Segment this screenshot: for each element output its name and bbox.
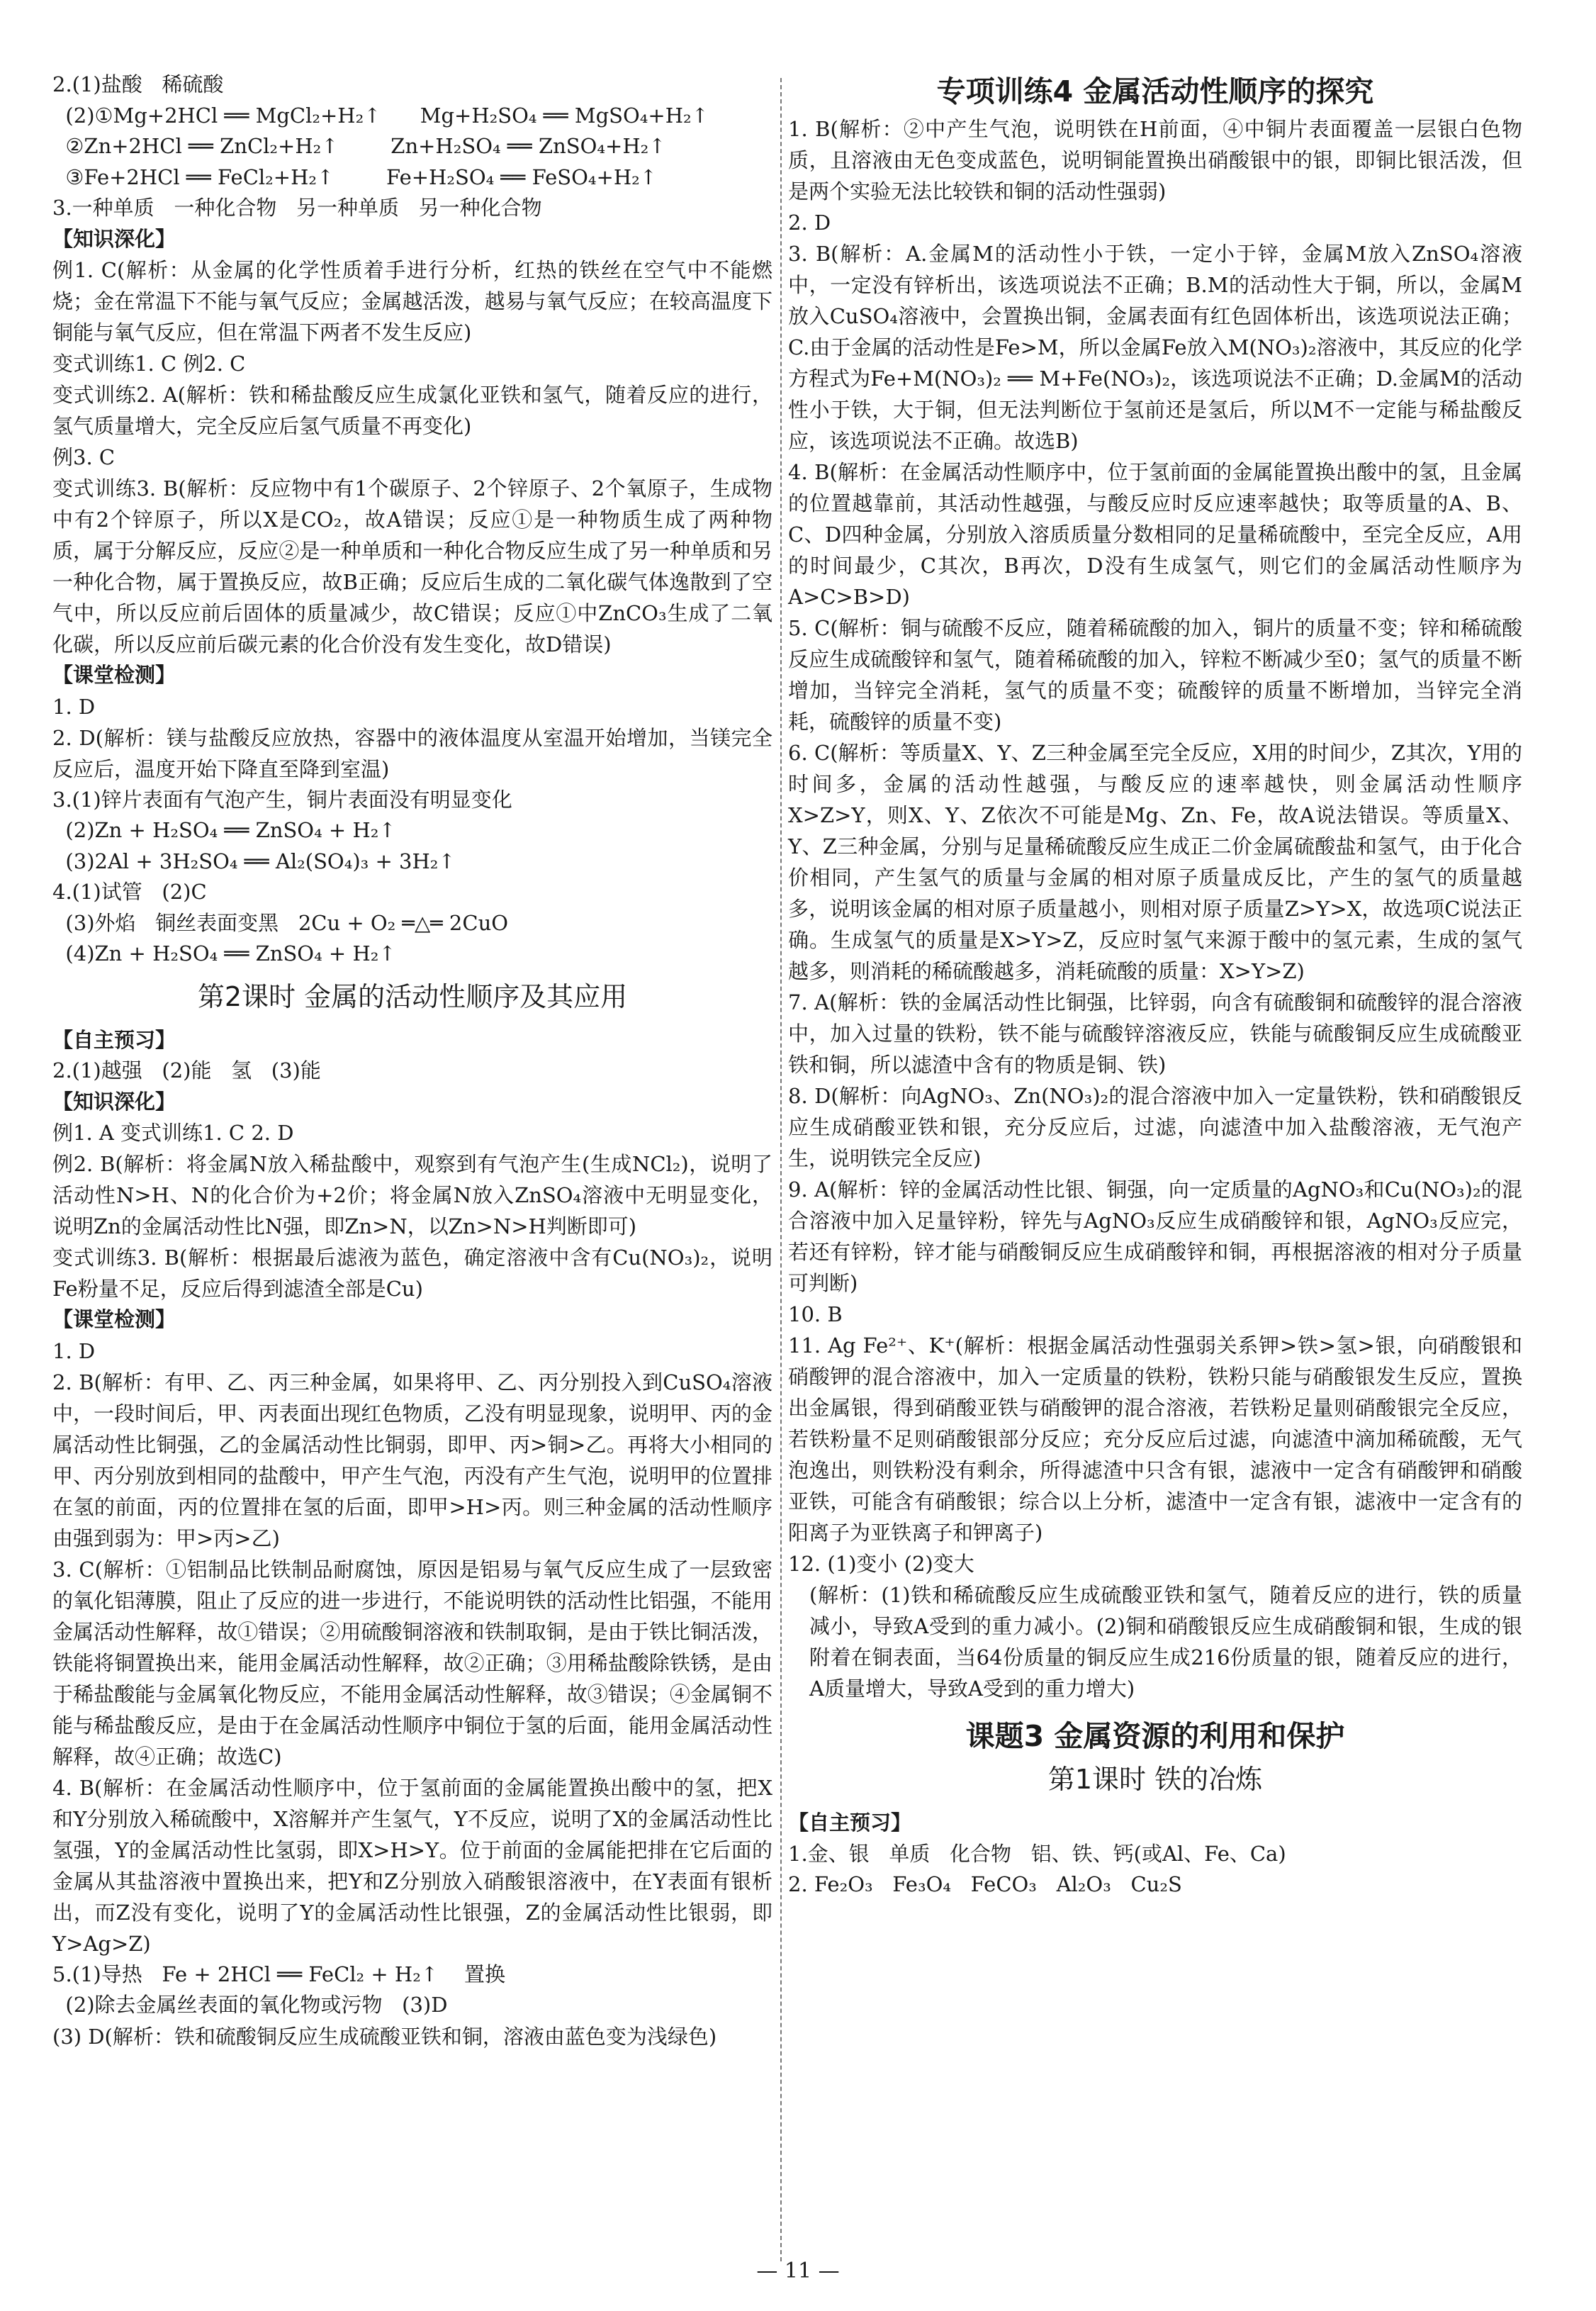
- answer-paragraph: 4. B(解析：在金属活动性顺序中，位于氢前面的金属能置换出酸中的氢，把X和Y分别放入稀硫酸中，X溶解并产生氢气，Y不反应，说明了X的金属活动性比氢强，Y的金属活动性比氢弱，即X>H>Y。位于前面的金属能把排在它后面的金属从其盐溶液中置换出来，把Y和Z分别放入硝酸银溶液中，在Y表面有银析出，而Z没有变化，说明了Y的金属活动性比银强，Z的金属活动性比银弱，即Y>Ag>Z): [52, 1775, 772, 1956]
- answer-paragraph: 1. B(解析：②中产生气泡，说明铁在H前面，④中铜片表面覆盖一层银白色物质，且溶液由无色变成蓝色，说明铜能置换出硝酸银中的银，即铜比银活泼，但是两个实验无法比较铁和铜的活动性强弱): [788, 117, 1522, 203]
- answer-paragraph: 例3. C: [52, 445, 116, 469]
- answer-paragraph: 1. D: [52, 1338, 96, 1363]
- answer-line: ③Fe+2HCl ══ FeCl₂+H₂↑ Fe+H₂SO₄ ══ FeSO₄+H₂↑: [52, 164, 658, 189]
- answer-line: 1.金、银 单质 化合物 铝、铁、钙(或Al、Fe、Ca): [788, 1841, 1286, 1866]
- section-heading: 【知识深化】: [52, 226, 176, 251]
- answer-paragraph: (解析：(1)铁和稀硫酸反应生成硫酸亚铁和氢气，随着反应的进行，铁的质量减小，导致A受到的重力减小。(2)铜和硝酸银反应生成硝酸铜和银，生成的银附着在铜表面，当64份质量的铜反应生成216份质量的银，随着反应的进行，A质量增大，导致A受到的重力增大): [809, 1583, 1522, 1701]
- answer-line: 5.(1)导热 Fe + 2HCl ══ FeCl₂ + H₂↑ 置换: [52, 1962, 506, 1986]
- answer-paragraph: 变式训练1. C 例2. C: [52, 352, 246, 376]
- answer-paragraph: 2. D: [788, 211, 831, 235]
- answer-paragraph: 1. D: [52, 694, 96, 719]
- page-number: — 11 —: [756, 2259, 840, 2283]
- answer-paragraph: 5. C(解析：铜与硫酸不反应，随着稀硫酸的加入，铜片的质量不变；锌和稀硫酸反应生成硫酸锌和氢气，随着稀硫酸的加入，锌粒不断减少至0；氢气的质量不断增加，当锌完全消耗，氢气的质量不变；硫酸锌的质量不断增加，当锌完全消耗，硫酸锌的质量不变): [788, 616, 1522, 734]
- answer-paragraph: 例1. A 变式训练1. C 2. D: [52, 1121, 294, 1145]
- section-heading: 【课堂检测】: [52, 1307, 176, 1331]
- section-heading: 【课堂检测】: [52, 663, 176, 687]
- answer-line: 2. Fe₂O₃ Fe₃O₄ FeCO₃ Al₂O₃ Cu₂S: [788, 1872, 1182, 1896]
- answer-line: 2.(1)越强 (2)能 氢 (3)能: [52, 1058, 321, 1082]
- topic-title: 专项训练4 金属活动性顺序的探究: [936, 74, 1374, 108]
- right-column: [788, 69, 1522, 1901]
- lesson-title: 第1课时 铁的冶炼: [1047, 1764, 1263, 1795]
- answer-paragraph: 8. D(解析：向AgNO₃、Zn(NO₃)₂的混合溶液中加入一定量铁粉，铁和硝酸银反应生成硝酸亚铁和银，充分反应后，过滤，向滤渣中加入盐酸溶液，无气泡产生，说明铁完全反应): [788, 1084, 1522, 1170]
- answer-line: (2)Zn + H₂SO₄ ══ ZnSO₄ + H₂↑: [52, 818, 396, 842]
- answer-paragraph: (3) D(解析：铁和硫酸铜反应生成硫酸亚铁和铜，溶液由蓝色变为浅绿色): [52, 2024, 717, 2049]
- answer-line: 3.一种单质 一种化合物 另一种单质 另一种化合物: [52, 196, 542, 220]
- unit-title: 课题3 金属资源的利用和保护: [965, 1719, 1345, 1753]
- answer-paragraph: 12. (1)变小 (2)变大: [788, 1552, 974, 1576]
- lesson-title: 第2课时 金属的活动性顺序及其应用: [197, 980, 628, 1012]
- answer-paragraph: 3. C(解析：①铝制品比铁制品耐腐蚀，原因是铝易与氧气反应生成了一层致密的氧化铝薄膜，阻止了反应的进一步进行，不能说明铁的活动性比铝强，不能用金属活动性解释，故①错误；②用硫酸铜溶液和铁制取铜，是由于铁比铜活泼，铁能将铜置换出来，能用金属活动性解释，故②正确；③用稀盐酸除铁锈，是由于稀盐酸能与金属氧化物反应，不能用金属活动性解释，故③错误；④金属铜不能与稀盐酸反应，是由于在金属活动性顺序中铜位于氢的后面，能用金属活动性解释，故④正确；故选C): [52, 1557, 772, 1769]
- answer-paragraph: 9. A(解析：锌的金属活动性比银、铜强，向一定质量的AgNO₃和Cu(NO₃)₂的混合溶液中加入足量锌粉，锌先与AgNO₃反应生成硝酸锌和银，AgNO₃反应完，若还有锌粉，锌才能与硝酸铜反应生成硝酸锌和铜，再根据溶液的相对分子质量可判断): [788, 1177, 1522, 1295]
- answer-paragraph: 2. D(解析：镁与盐酸反应放热，容器中的液体温度从室温开始增加，当镁完全反应后，温度开始下降直至降到室温): [52, 725, 772, 781]
- answer-paragraph: 变式训练2. A(解析：铁和稀盐酸反应生成氯化亚铁和氢气，随着反应的进行，氢气质量增大，完全反应后氢气质量不再变化): [52, 383, 772, 438]
- answer-line: (2)除去金属丝表面的氧化物或污物 (3)D: [52, 1993, 448, 2017]
- answer-paragraph: 3. B(解析：A.金属M的活动性小于铁，一定小于锌，金属M放入ZnSO₄溶液中，一定没有锌析出，该选项说法不正确；B.M的活动性大于铜，所以，金属M放入CuSO₄溶液中，会置换出铜，金属表面有红色固体析出，该选项说法正确；C.由于金属的活动性是Fe>M，所以金属Fe放入M(NO₃)₂溶液中，其反应的化学方程式为Fe+M(NO₃)₂ ══ M+Fe(NO₃)₂，该选项说法不正确；D.金属M的活动性小于铁，大于铜，但无法判断位于氢前还是氢后，所以M不一定能与稀盐酸反应，该选项说法不正确。故选B): [788, 242, 1522, 453]
- answer-paragraph: 例1. C(解析：从金属的化学性质着手进行分析，红热的铁丝在空气中不能燃烧；金在常温下不能与氧气反应；金属越活泼，越易与氧气反应；在较高温度下铜能与氧气反应，但在常温下两者不发生反应): [52, 258, 772, 345]
- section-heading: 【自主预习】: [52, 1027, 176, 1052]
- answer-line: (4)Zn + H₂SO₄ ══ ZnSO₄ + H₂↑: [52, 941, 396, 966]
- answer-paragraph: 4. B(解析：在金属活动性顺序中，位于氢前面的金属能置换出酸中的氢，且金属的位置越靠前，其活动性越强，与酸反应时反应速率越快；取等质量的A、B、C、D四种金属，分别放入溶质质量分数相同的足量稀硫酸中，至完全反应，A用的时间最少，C其次，B再次，D没有生成氢气，则它们的金属活动性顺序为A>C>B>D): [788, 460, 1522, 609]
- answer-line: 3.(1)锌片表面有气泡产生，铜片表面没有明显变化: [52, 787, 512, 812]
- answer-line: (2)①Mg+2HCl ══ MgCl₂+H₂↑ Mg+H₂SO₄ ══ MgSO₄+H₂↑: [52, 103, 709, 128]
- answer-line: (3)2Al + 3H₂SO₄ ══ Al₂(SO₄)₃ + 3H₂↑: [52, 849, 456, 873]
- answer-paragraph: 变式训练3. B(解析：反应物中有1个碳原子、2个锌原子、2个氧原子，生成物中有2个锌原子，所以X是CO₂，故A错误；反应①是一种物质生成了两种物质，属于分解反应，反应②是一种单质和一种化合物反应生成了另一种单质和另一种化合物，属于置换反应，故B正确；反应后生成的二氧化碳气体逸散到了空气中，所以反应前后固体的质量减少，故C错误；反应①中ZnCO₃生成了二氧化碳，所以反应前后碳元素的化合价没有发生变化，故D错误): [52, 476, 772, 656]
- answer-paragraph: 变式训练3. B(解析：根据最后滤液为蓝色，确定溶液中含有Cu(NO₃)₂，说明Fe粉量不足，反应后得到滤渣全部是Cu): [52, 1246, 772, 1301]
- section-heading: 【自主预习】: [788, 1811, 912, 1835]
- column-divider: [780, 78, 782, 2261]
- answer-paragraph: 7. A(解析：铁的金属活动性比铜强，比锌弱，向含有硫酸铜和硫酸锌的混合溶液中，加入过量的铁粉，铁不能与硫酸锌溶液反应，铁能与硫酸铜反应生成硫酸亚铁和铜，所以滤渣中含有的物质是铜、铁): [788, 990, 1522, 1077]
- answer-paragraph: 10. B: [788, 1302, 843, 1326]
- answer-paragraph: 11. Ag Fe²⁺、K⁺(解析：根据金属活动性强弱关系钾>铁>氢>银，向硝酸银和硝酸钾的混合溶液中，加入一定质量的铁粉，铁粉只能与硝酸银发生反应，置换出金属银，得到硝酸亚铁与硝酸钾的混合溶液，若铁粉足量则硝酸银完全反应，若铁粉量不足则硝酸银部分反应；充分反应后过滤，向滤渣中滴加稀硫酸，无气泡逸出，则铁粉没有剩余，所得滤渣中只含有银，滤液中一定含有硝酸钾和硝酸亚铁，可能含有硝酸银；综合以上分析，滤渣中一定含有银，滤液中一定含有的阳离子为亚铁离子和钾离子): [788, 1333, 1522, 1545]
- answer-paragraph: 2. B(解析：有甲、乙、丙三种金属，如果将甲、乙、丙分别投入到CuSO₄溶液中，一段时间后，甲、丙表面出现红色物质，乙没有明显现象，说明甲、丙的金属活动性比铜强，乙的金属活动性比铜弱，即甲、丙>铜>乙。再将大小相同的甲、丙分别放到相同的盐酸中，甲产生气泡，丙没有产生气泡，说明甲的位置排在氢的前面，丙的位置排在氢的后面，即甲>H>丙。则三种金属的活动性顺序由强到弱为：甲>丙>乙): [52, 1370, 772, 1550]
- answer-line: 4.(1)试管 (2)C: [52, 880, 207, 904]
- answer-line: ②Zn+2HCl ══ ZnCl₂+H₂↑ Zn+H₂SO₄ ══ ZnSO₄+H₂↑: [52, 134, 666, 158]
- answer-line: (3)外焰 铜丝表面变黑 2Cu + O₂ ═△═ 2CuO: [52, 910, 509, 935]
- left-column: [52, 69, 772, 2052]
- section-heading: 【知识深化】: [52, 1089, 176, 1114]
- answer-paragraph: 例2. B(解析：将金属N放入稀盐酸中，观察到有气泡产生(生成NCl₂)，说明了活动性N>H、N的化合价为+2价；将金属N放入ZnSO₄溶液中无明显变化，说明Zn的金属活动性比N强，即Zn>N，以Zn>N>H判断即可): [52, 1152, 772, 1238]
- answer-line: 2.(1)盐酸 稀硫酸: [52, 72, 224, 96]
- answer-paragraph: 6. C(解析：等质量X、Y、Z三种金属至完全反应，X用的时间少，Z其次，Y用的时间多，金属的活动性越强，与酸反应的速率越快，则金属活动性顺序X>Z>Y，则X、Y、Z依次不可能是Mg、Zn、Fe，故A说法错误。等质量X、Y、Z三种金属，分别与足量稀硫酸反应生成正二价金属硫酸盐和氢气，由于化合价相同，产生氢气的质量与金属的相对原子质量成反比，产生的氢气的质量越多，说明该金属的相对原子质量越小，则相对原子质量Z>Y>X，故选项C说法正确。生成氢气的质量是X>Y>Z，反应时氢气来源于酸中的氢元素，生成的氢气越多，则消耗的稀硫酸越多，消耗硫酸的质量：X>Y>Z): [788, 741, 1522, 983]
